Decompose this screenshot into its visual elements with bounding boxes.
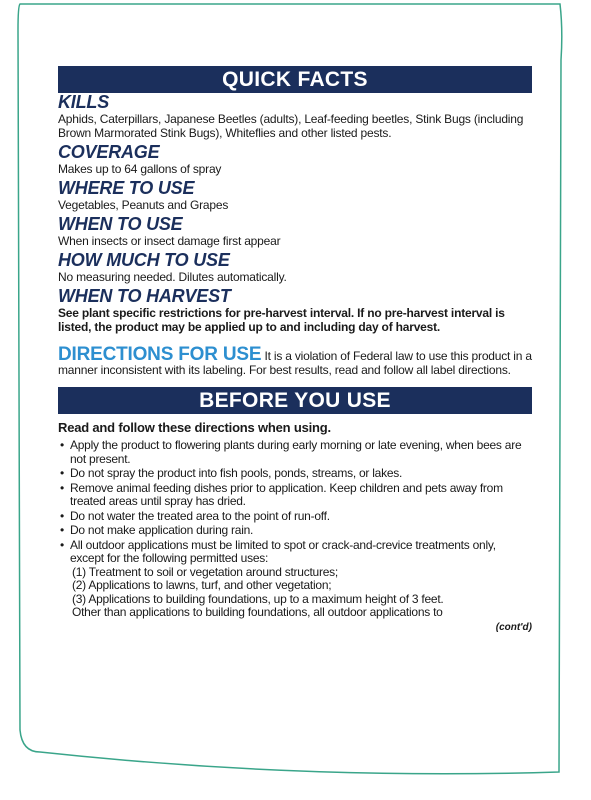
sub-item: (1) Treatment to soil or vegetation around structures; (72, 564, 338, 579)
quick-facts-banner: QUICK FACTS (58, 66, 532, 93)
fact-text: Aphids, Caterpillars, Japanese Beetles (adults), Leaf-feeding beetles, Stink Bugs (including Brown Marmorated Stink Bugs), Whiteflies and other listed pests. (58, 112, 524, 140)
list-item: • Apply the product to flowering plants during early morning or late evening, when bees are not present. (60, 438, 522, 466)
list-item: • Remove animal feeding dishes prior to application. Keep children and pets away from treated areas until spray has dried. (60, 480, 503, 508)
bullet-glyph: • (60, 466, 64, 480)
sub-item: (2) Applications to lawns, turf, and other vegetation; (72, 578, 332, 592)
fact-heading: WHEN TO HARVEST (58, 286, 231, 306)
fact-text: Makes up to 64 gallons of spray (58, 162, 222, 176)
fact-text: Vegetables, Peanuts and Grapes (58, 198, 229, 212)
bullet-glyph: • (60, 438, 64, 452)
fact-when-to-harvest (58, 287, 532, 334)
fact-kills (58, 93, 532, 140)
list-item: • Do not make application during rain. (60, 523, 254, 537)
directions-heading: DIRECTIONS FOR USE (58, 344, 262, 365)
fact-heading: COVERAGE (58, 142, 160, 162)
fact-where-to-use (58, 179, 532, 212)
bullet-glyph: • (60, 537, 64, 552)
fact-heading: HOW MUCH TO USE (58, 250, 230, 270)
sub-item: (3) Applications to building foundations, up to a maximum height of 3 feet. (72, 591, 444, 606)
label-content (58, 66, 532, 633)
before-you-use-list (58, 439, 532, 620)
before-you-use-banner: BEFORE YOU USE (58, 387, 532, 414)
bullet-glyph: • (60, 480, 64, 495)
bullet-glyph: • (60, 523, 64, 537)
fact-how-much-to-use (58, 251, 532, 284)
list-item: • Do not spray the product into fish pools, ponds, streams, or lakes. (60, 466, 403, 480)
fact-when-to-use (58, 215, 532, 248)
fact-heading: WHEN TO USE (58, 214, 183, 234)
directions-text: It is a violation of Federal law to use this product in a manner inconsistent with its labeling. For best results, read and follow all label directions. (58, 349, 532, 377)
list-item: • Do not water the treated area to the point of run-off. (60, 508, 330, 523)
fact-text: No measuring needed. Dilutes automatically. (58, 270, 287, 284)
fact-text: See plant specific restrictions for pre-harvest interval. If no pre-harvest interval is listed, the product may be applied up to and including day of harvest. (58, 306, 505, 334)
fact-text: When insects or insect damage first appear (58, 234, 281, 248)
fact-coverage (58, 143, 532, 176)
bullet-glyph: • (60, 508, 64, 523)
before-you-use-lead: Read and follow these directions when using. (58, 420, 331, 435)
continued-note: (cont'd) (495, 621, 532, 633)
fact-heading: WHERE TO USE (58, 178, 195, 198)
directions-for-use (58, 344, 532, 377)
fact-heading: KILLS (58, 92, 109, 112)
sub-item: Other than applications to building foundations, all outdoor applications to (72, 605, 443, 619)
list-item: • All outdoor applications must be limited to spot or crack-and-crevice treatments only, except for the following permitted uses: (1) Treatment to soil or vegetation around structures; (2) Applications to lawns, turf, and other vegetation; (3) Applications to building foundations, up to a maximum height of 3 feet. Other than applications to building foundations, all outdoor applications to (58, 539, 532, 620)
